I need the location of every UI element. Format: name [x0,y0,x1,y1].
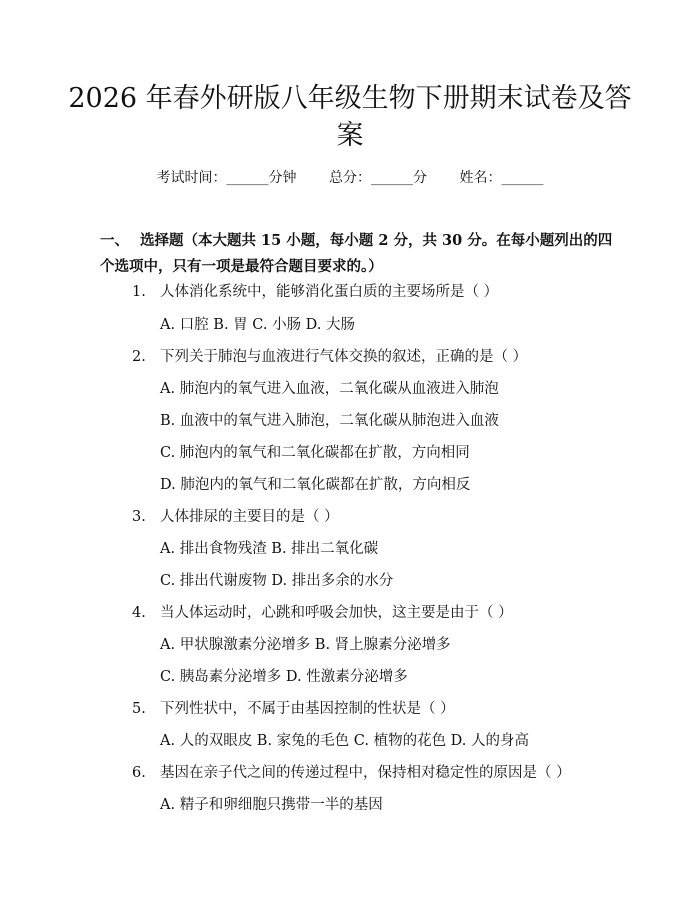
question-number: 5. [132,701,146,717]
question-option: A. 人的双眼皮 B. 家兔的毛色 C. 植物的花色 D. 人的身高 [160,733,530,749]
exam-meta [0,168,700,188]
question-stem: 人体排尿的主要目的是（ ） [160,509,339,525]
time-label: 考试时间：______分钟 [156,170,297,186]
section-heading [100,228,620,280]
page-title: 2026 年春外研版八年级生物下册期末试卷及答案 [68,83,632,151]
question-stem: 基因在亲子代之间的传递过程中，保持相对稳定性的原因是（ ） [160,765,571,781]
question-stem: 下列性状中，不属于由基因控制的性状是（ ） [160,701,455,717]
question-option: C. 排出代谢废物 D. 排出多余的水分 [160,573,394,589]
question-option: B. 血液中的氧气进入肺泡，二氧化碳从肺泡进入血液 [160,413,499,429]
question-option: C. 胰岛素分泌增多 D. 性激素分泌增多 [160,669,408,685]
score-label: 总分：______分 [329,170,427,186]
question-stem: 人体消化系统中，能够消化蛋白质的主要场所是（ ） [160,284,499,300]
question [132,699,455,719]
question-option: A. 甲状腺激素分泌增多 B. 肾上腺素分泌增多 [160,637,451,653]
question-number: 4. [132,605,146,621]
question-number: 2. [132,349,146,365]
question [132,282,498,302]
question [132,347,527,367]
question-option: D. 肺泡内的氧气和二氧化碳都在扩散，方向相反 [160,477,471,493]
question-number: 6. [132,765,146,781]
section-number: 一、 [100,232,129,249]
question-number: 3. [132,509,146,525]
question-number: 1. [132,284,146,300]
question-option: A. 肺泡内的氧气进入血液，二氧化碳从血液进入肺泡 [160,381,499,397]
name-label: 姓名：______ [459,170,544,186]
section-text: 选择题（本大题共 15 小题，每小题 2 分，共 30 分。在每小题列出的四个选项中，只有一项是最符合题目要求的。） [100,232,613,275]
question-stem: 下列关于肺泡与血液进行气体交换的叙述，正确的是（ ） [160,349,528,365]
question-option: C. 肺泡内的氧气和二氧化碳都在扩散，方向相同 [160,445,470,461]
question-option: A. 口腔 B. 胃 C. 小肠 D. 大肠 [160,317,356,333]
question [132,603,513,623]
question [132,763,571,783]
question [132,507,339,527]
question-stem: 当人体运动时，心跳和呼吸会加快，这主要是由于（ ） [160,605,513,621]
question-option: A. 精子和卵细胞只携带一半的基因 [160,797,383,813]
question-option: A. 排出食物残渣 B. 排出二氧化碳 [160,541,379,557]
